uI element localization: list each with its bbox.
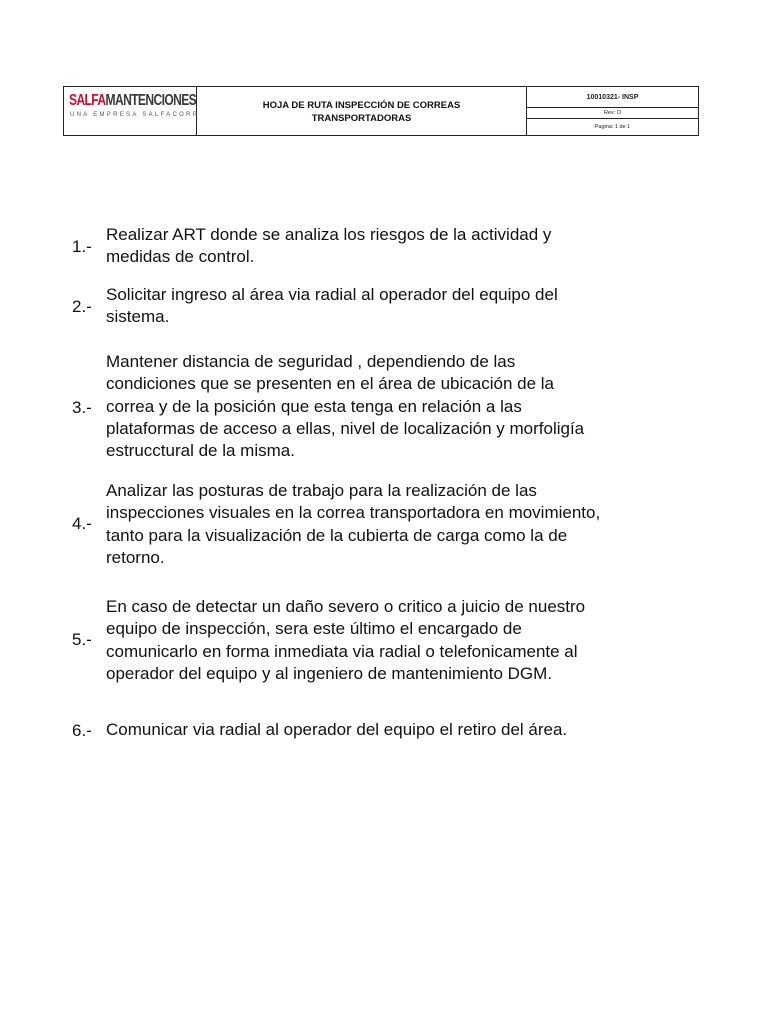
logo-tagline: UNA EMPRESA SALFACORP [70,112,199,118]
step-text: Mantener distancia de seguridad , dependiendo de las condiciones que se presenten en el área de ubicación de la correa y de la posición que esta tenga en relación a las plataformas de acceso a ellas, nivel de localización y morfoligía estrucctural de la misma. [106,352,585,461]
step-text: En caso de detectar un daño severo o critico a juicio de nuestro equipo de inspección, sera este último el encargado de comunicarlo en forma inmediata via radial o telefonicamente al operador del equipo y al ingeniero de mantenimiento DGM. [106,597,586,683]
step-text: Realizar ART donde se analiza los riesgos de la actividad y medidas de control. [106,225,552,267]
logo-brand-red: SALFA [69,92,106,109]
logo-brand-dark: MANTENCIONES [105,92,197,109]
step-number: 2.- [72,297,92,316]
company-logo [64,87,197,135]
step-number: 3.- [72,398,92,417]
logo-wordmark [69,92,196,109]
step-number: 4.- [72,514,92,533]
document-page-number: Pagina: 1 de 1 [594,124,631,130]
document-title-text: HOJA DE RUTA INSPECCIÓN DE CORREAS TRANSPORTADORAS [262,99,461,124]
step-number: 6.- [72,721,92,740]
step-text: Analizar las posturas de trabajo para la realización de las inspecciones visuales en la correa transportadora en movimiento, tanto para la visualización de la cubierta de carga como la de retorno. [106,481,601,567]
step-text: Comunicar via radial al operador del equipo el retiro del área. [106,720,568,739]
document-title [197,87,527,135]
document-meta [527,87,698,135]
step-number: 1.- [72,237,92,256]
step-number: 5.- [72,630,92,649]
document-header [63,86,699,136]
document-code: 10010321- INSP [527,87,698,108]
document-revision: Rev: O [527,108,698,119]
step-text: Solicitar ingreso al área via radial al operador del equipo del sistema. [106,285,558,327]
